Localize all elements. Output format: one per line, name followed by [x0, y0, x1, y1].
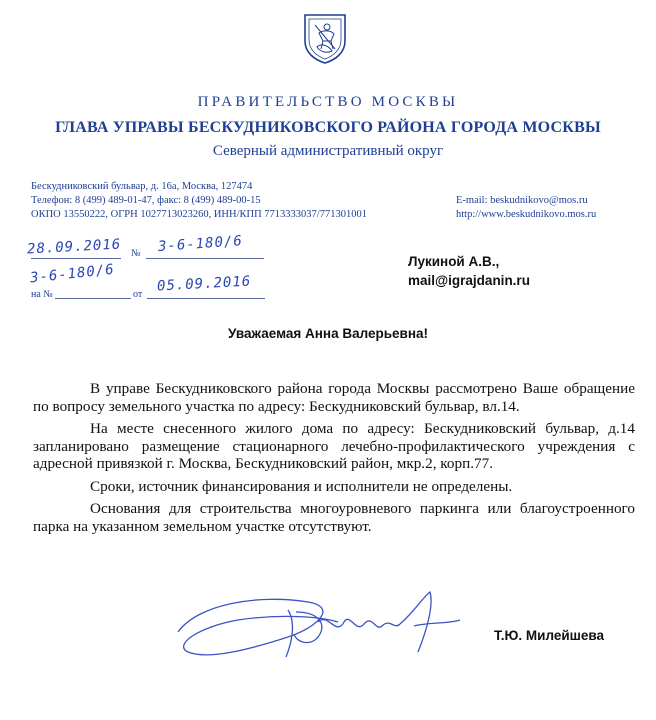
date-line [31, 258, 121, 259]
recipient-email: mail@igrajdanin.ru [408, 273, 530, 288]
salutation: Уважаемая Анна Валерьевна! [227, 326, 429, 341]
email-line: E-mail: beskudnikovo@mos.ru [456, 195, 588, 206]
reply-number: 3-6-180/6 [29, 261, 116, 287]
moscow-coat-of-arms-icon [301, 11, 349, 65]
reply-date-line [147, 298, 265, 299]
online-contacts [456, 194, 596, 222]
registration-date: 28.09.2016 [26, 236, 122, 258]
website-line: http://www.beskudnikovo.mos.ru [456, 209, 597, 220]
codes-line: ОКПО 13550222, ОГРН 1027713023260, ИНН/КПП 7713333037/771301001 [31, 209, 367, 220]
signer-name: Т.Ю. Милейшева [494, 628, 605, 643]
recipient-block [408, 252, 530, 290]
government-title: ПРАВИТЕЛЬСТВО МОСКВЫ [197, 94, 459, 110]
contact-block [31, 180, 367, 222]
reply-number-line [55, 298, 131, 299]
recipient-name: Лукиной А.В., [408, 254, 500, 269]
handwritten-signature-icon [168, 582, 468, 672]
body-paragraph: Основания для строительства многоуровневого паркинга или благоустроенного парка на указанном земельном участке отсутствуют. [33, 500, 635, 535]
number-line [146, 258, 264, 259]
reply-date: 05.09.2016 [156, 273, 252, 295]
body-paragraph: На месте снесенного жилого дома по адресу: Бескудниковский бульвар, д.14 запланировано размещение стационарного лечебно-профилактического учреждения с адресной привязкой г. Москва, Бескудниковский район, мкр.2, корп.77. [33, 420, 635, 472]
phone-line: Телефон: 8 (499) 489-01-47, факс: 8 (499) 489-00-15 [31, 195, 261, 206]
letter-body [33, 380, 635, 540]
registration-number: 3-6-180/6 [157, 233, 244, 255]
number-label: № [131, 248, 141, 259]
body-paragraph: Сроки, источник финансирования и исполнители не определены. [90, 477, 513, 495]
head-title: ГЛАВА УПРАВЫ БЕСКУДНИКОВСКОГО РАЙОНА ГОРОДА МОСКВЫ [55, 119, 601, 136]
from-label: от [133, 289, 143, 300]
body-paragraph: В управе Бескудниковского района города Москвы рассмотрено Ваше обращение по вопросу земельного участка по адресу: Бескудниковский бульвар, вл.14. [33, 380, 635, 415]
okrug-title: Северный административный округ [212, 143, 444, 159]
address-line: Бескудниковский бульвар, д. 16а, Москва, 127474 [31, 181, 253, 192]
reply-label: на № [31, 289, 53, 300]
